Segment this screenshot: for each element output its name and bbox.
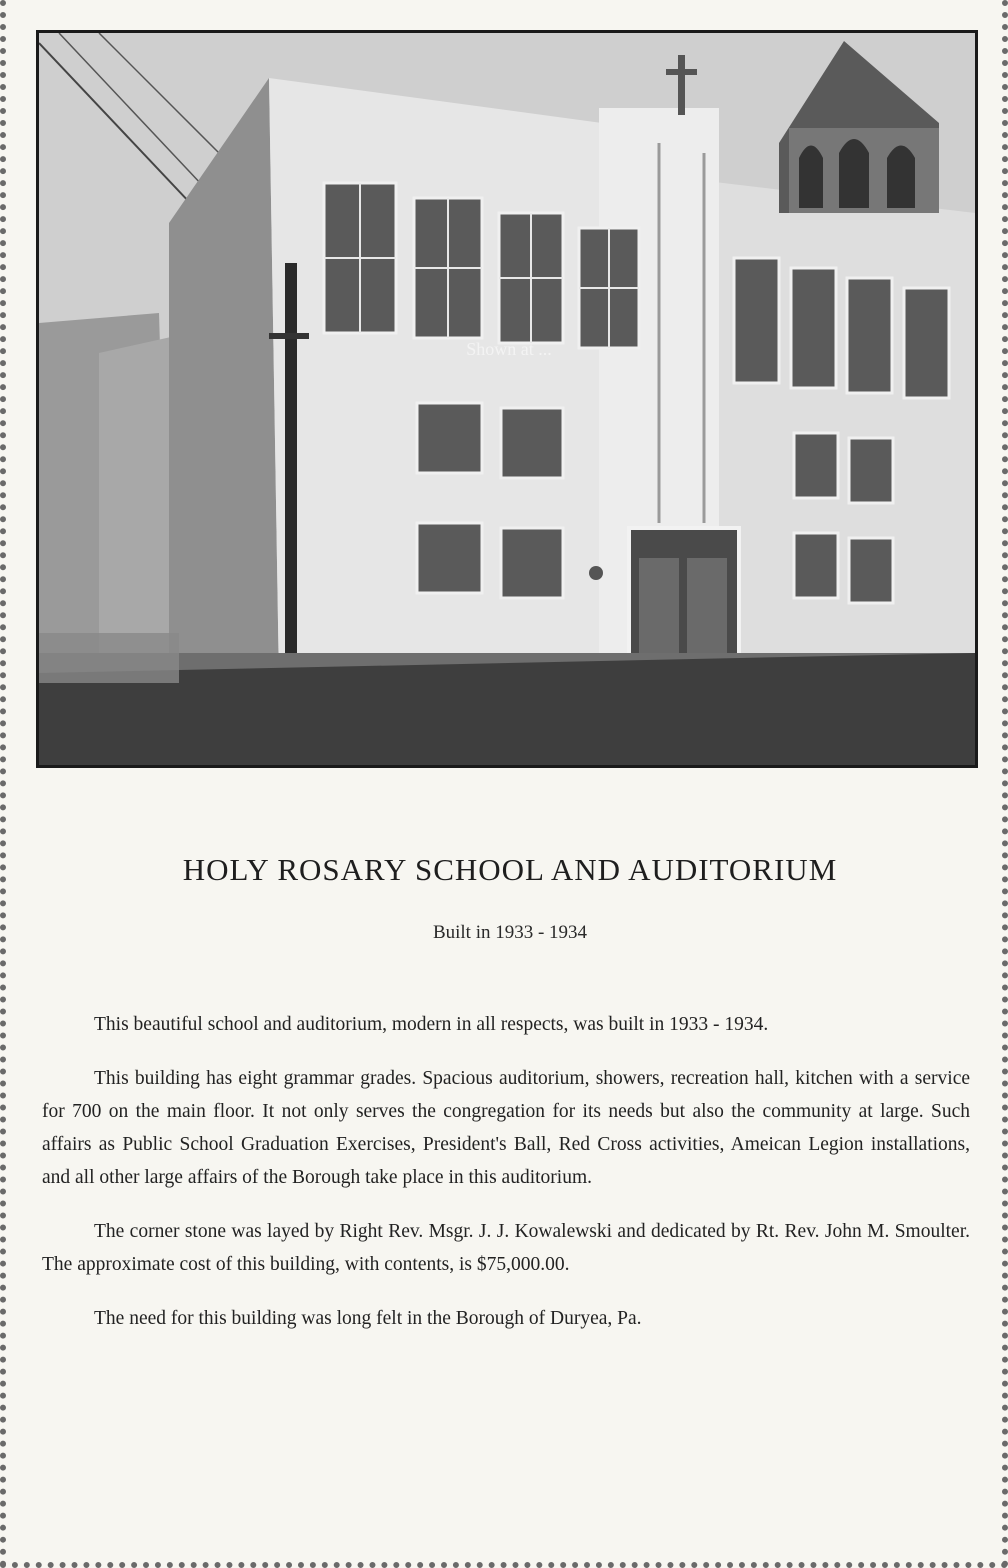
paragraph-cornerstone: The corner stone was layed by Right Rev. Msgr. J. J. Kowalewski and dedicated by Rt. Rev. John M. Smoulter. The approximate cost of this building, with contents, is $75,000.00. [42,1221,970,1275]
page-title: HOLY ROSARY SCHOOL AND AUDITORIUM [182,852,838,887]
school-building-illustration [39,33,975,765]
photo-watermark: Shown at ... [466,339,552,359]
paragraph-intro: This beautiful school and auditorium, modern in all respects, was built in 1933 - 1934. [94,1014,769,1035]
build-date-subtitle: Built in 1933 - 1934 [432,922,588,943]
paragraph-facilities: This building has eight grammar grades. Spacious auditorium, showers, recreation hall, kitchen with a service for 700 on the main floor. It not only serves the congregation for its needs but also the community at large. Such affairs as Public School Graduation Exercises, President's Ball, Red Cross activities, Ameican Legion installations, and all other large affairs of the Borough take place in this auditorium. [42,1068,970,1188]
paragraph-need: The need for this building was long felt in the Borough of Duryea, Pa. [94,1308,642,1329]
building-photo [36,30,978,768]
article-body [42,1008,970,1356]
